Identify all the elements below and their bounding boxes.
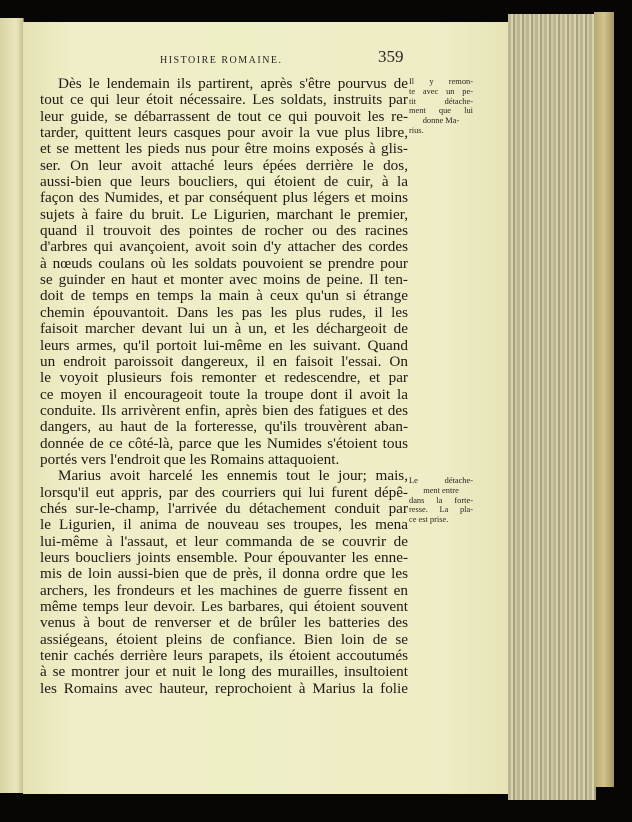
margin-note-line: rius. (409, 125, 424, 135)
text-line: à se montrer jour et nuit le long des murailles, insultoient (40, 663, 408, 681)
text-line: tout ce qui leur étoit nécessaire. Les soldats, instruits par (40, 91, 408, 109)
text-line: se guinder en haut et monter avec moins de peine. Il ten- (40, 271, 408, 289)
text-line: sujets à faire du bruit. Le Ligurien, marchant le premier, (40, 205, 408, 223)
text-line: façon des Numides, et par conséquent plus légers et moins (40, 189, 408, 207)
running-title: HISTOIRE ROMAINE. (160, 55, 283, 66)
margin-note-line: ment que lui (409, 106, 473, 116)
text-line: dangers, au haut de la forteresse, qu'ils trouvèrent aban- (40, 418, 408, 436)
margin-note-line: resse. La pla- (409, 505, 473, 515)
text-line: portés vers l'endroit que les Romains attaquoient. (40, 450, 340, 468)
text-line: venus à bout de renverser et de brûler les batteries des (40, 614, 408, 632)
facing-page-edge (0, 18, 24, 793)
text-line: à nœuds coulans où les soldats pouvoient se prendre pour (40, 254, 408, 272)
text-line: leurs boucliers joints ensemble. Pour épouvanter les enne- (40, 548, 408, 566)
text-line: ser. On leur avoit attaché leurs épées derrière le dos, (40, 156, 408, 174)
margin-note-line: ment entre (423, 485, 459, 495)
text-line: tarder, quittent leurs casques pour avoir la vue plus libre, (40, 124, 408, 142)
body-text (40, 76, 408, 697)
text-line: un endroit paroissoit dangereux, il en faisoit l'essai. On (40, 352, 408, 370)
margin-note-line: donne Ma- (422, 116, 460, 126)
text-line: Dès le lendemain ils partirent, après s'être pourvus de (58, 75, 408, 92)
text-line: leur guide, se débarrassent de tout ce qui pouvoit les re- (40, 107, 408, 125)
text-line: et se mettent les pieds nus pour être moins exposés à glis- (40, 140, 408, 158)
text-line: les Romains avec hauteur, reprochoient à Marius la folie (40, 679, 408, 697)
page-edges (508, 14, 596, 800)
text-line: le voyoit plusieurs fois remonter et redescendre, et par (40, 369, 408, 387)
text-line: même temps leur devoir. Les barbares, qui étoient souvent (40, 598, 408, 615)
text-line: Marius avoit harcelé les ennemis tout le jour; mais, (58, 467, 408, 485)
text-line: archers, les frondeurs et les machines de guerre fissent en (40, 581, 408, 599)
page-number: 359 (378, 47, 404, 66)
text-line: aussi-bien que leurs boucliers, qui étoient de cuir, à la (40, 173, 408, 191)
margin-note-line: tit détache- (409, 96, 473, 106)
book-cover-edge (594, 12, 614, 787)
margin-note-line: dans la forte- (409, 495, 473, 505)
text-line: assiégeans, étoient pleins de confiance. Bien loin de se (40, 630, 408, 648)
margin-note-line: Il y remon- (409, 77, 473, 86)
margin-note-line: Le détache- (409, 476, 473, 485)
text-line: leurs armes, qu'il portoit lui-même en les suivant. Quand (40, 336, 408, 354)
text-line: faisoit marcher devant lui un à un, et les déchargeoit de (40, 320, 408, 338)
text-line: le Ligurien, il anima de nouveau ses troupes, les mena (40, 516, 408, 534)
text-line: donnée de ce côté-là, parce que les Numides s'étoient tous (40, 434, 408, 452)
text-line: doit de temps en temps la main à ceux qu'un si étrange (40, 287, 408, 305)
text-line: tenir cachés derrière leurs parapets, ils étoient accoutumés (40, 647, 408, 665)
text-line: lorsqu'il eut appris, par des courriers qui lui furent dépê- (40, 483, 408, 501)
text-line: mis de loin aussi-bien que de près, il donna ordre que les (40, 565, 408, 583)
text-line: d'arbres qui avançoient, avoit soin d'y attacher des cordes (40, 238, 408, 256)
margin-note-line: te avec un pe- (409, 86, 473, 96)
text-line: lui-même à l'assaut, et leur commanda de se couvrir de (40, 532, 408, 550)
margin-note-2 (409, 476, 473, 525)
text-line: chemin épouvantoit. Dans les pas les plus rudes, il les (40, 303, 408, 321)
text-line: quand il trouvoit des pointes de rocher ou des racines (40, 222, 408, 240)
margin-note-line: ce est prise. (409, 515, 449, 525)
margin-note-1 (409, 77, 473, 136)
text-line: ce moyen il encourageoit toute la troupe dont il avoit la (40, 385, 408, 403)
text-line: chés sur-le-champ, l'arrivée du détachement conduit par (40, 499, 408, 517)
text-line: conduite. Ils arrivèrent enfin, après bien des fatigues et des (40, 401, 408, 419)
